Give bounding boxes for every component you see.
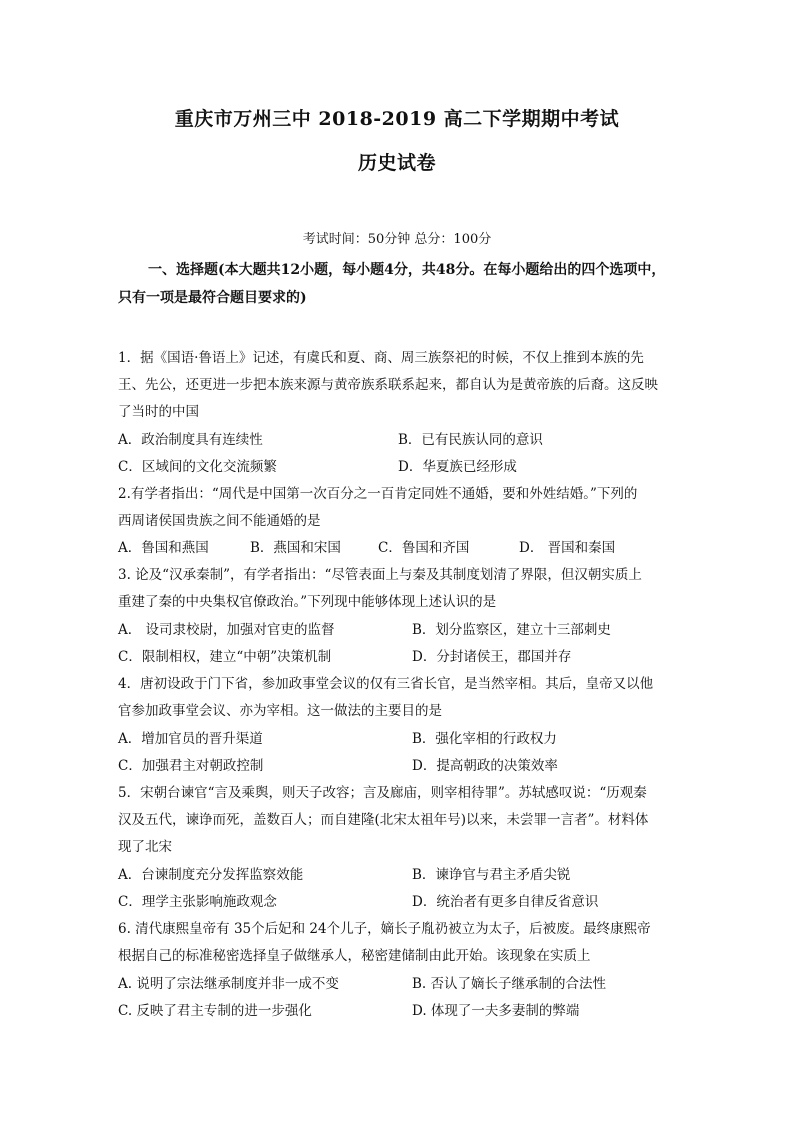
question-3-option-c: C．限制相权，建立“中朝”决策机制 (118, 649, 332, 665)
question-4-line1: 4．唐初设政于门下省，参加政事堂会议的仅有三省长官，是当然宰相。其后，皇帝又以他 (118, 676, 654, 692)
question-3-option-d: D．分封诸侯王，郡国并存 (412, 649, 572, 665)
question-2-line2: 西周诸侯国贵族之间不能通婚的是 (118, 513, 321, 529)
question-2-option-c: C．鲁国和齐国 (378, 540, 470, 556)
question-6-option-d: D. 体现了一夫多妻制的弊端 (412, 1003, 580, 1019)
question-1-line1: 1．据《国语·鲁语上》记述，有虞氏和夏、商、周三族祭祀的时候，不仅上推到本族的先 (118, 350, 644, 366)
question-5-option-c: C．理学主张影响施政观念 (118, 894, 277, 910)
question-4-option-b: B．强化宰相的行政权力 (412, 731, 557, 747)
question-5-option-b: B．谏诤官与君主矛盾尖锐 (412, 867, 571, 883)
question-1-option-c: C．区域间的文化交流频繁 (118, 459, 277, 475)
question-2-line1: 2.有学者指出：“周代是中国第一次百分之一百肯定同姓不通婚，要和外姓结婚。”下列的 (118, 486, 638, 502)
question-6-option-c: C. 反映了君主专制的进一步强化 (118, 1003, 312, 1019)
exam-title: 重庆市万州三中 2018-2019 高二下学期期中考试 (174, 108, 620, 130)
question-1-option-b: B．已有民族认同的意识 (398, 432, 543, 448)
exam-subject-title: 历史试卷 (357, 152, 436, 174)
question-3-option-b: B．划分监察区，建立十三部刺史 (412, 622, 611, 638)
question-4-option-a: A．增加官员的晋升渠道 (118, 731, 263, 747)
question-3-option-a: A． 设司隶校尉，加强对官吏的监督 (118, 622, 335, 638)
question-2-option-a: A．鲁国和燕国 (118, 540, 209, 556)
question-1-option-d: D．华夏族已经形成 (398, 459, 517, 475)
question-5-line2: 汉及五代，谏诤而死，盖数百人；而自建隆(北宋太祖年号)以来，未尝罪一言者”。材料体 (118, 812, 649, 828)
question-2-option-d: D． 晋国和秦国 (519, 540, 616, 556)
question-4-option-c: C．加强君主对朝政控制 (118, 758, 264, 774)
question-5-option-a: A．台谏制度充分发挥监察效能 (118, 867, 304, 883)
question-6-option-a: A. 说明了宗法继承制度并非一成不变 (118, 976, 339, 992)
question-6-line2: 根据自己的标准秘密选择皇子做继承人，秘密建储制由此开始。该现象在实质上 (118, 948, 591, 964)
question-4-line2: 官参加政事堂会议、亦为宰相。这一做法的主要目的是 (118, 703, 442, 719)
section-heading-line1: 一、选择题(本大题共12小题，每小题4分，共48分。在每小题给出的四个选项中， (148, 262, 666, 278)
question-3-line1: 3. 论及“汉承秦制”，有学者指出：“尽管表面上与秦及其制度划清了界限，但汉朝实质上 (118, 567, 642, 583)
question-1-line2: 王、先公，还更进一步把本族来源与黄帝族系联系起来，都自认为是黄帝族的后裔。这反映 (118, 377, 658, 393)
question-4-option-d: D．提高朝政的决策效率 (412, 758, 558, 774)
question-6-option-b: B. 否认了嫡长子继承制的合法性 (412, 976, 607, 992)
question-6-line1: 6. 清代康熙皇帝有 35个后妃和 24个儿子，嫡长子胤礽被立为太子，后被废。最终康熙帝 (118, 921, 651, 937)
question-1-line3: 了当时的中国 (118, 404, 199, 420)
question-2-option-b: B．燕国和宋国 (250, 540, 341, 556)
question-5-option-d: D．统治者有更多自律反省意识 (412, 894, 599, 910)
section-heading-line2: 只有一项是最符合题目要求的) (118, 290, 307, 306)
question-1-option-a: A．政治制度具有连续性 (118, 432, 263, 448)
question-5-line3: 现了北宋 (118, 839, 172, 855)
question-3-line2: 重建了秦的中央集权官僚政治。”下列现中能够体现上述认识的是 (118, 594, 497, 610)
question-5-line1: 5．宋朝台谏官“言及乘舆，则天子改容；言及廊庙，则宰相待罪”。苏轼感叹说：“历观秦 (118, 785, 647, 801)
exam-meta: 考试时间：50分钟 总分：100分 (302, 232, 492, 247)
